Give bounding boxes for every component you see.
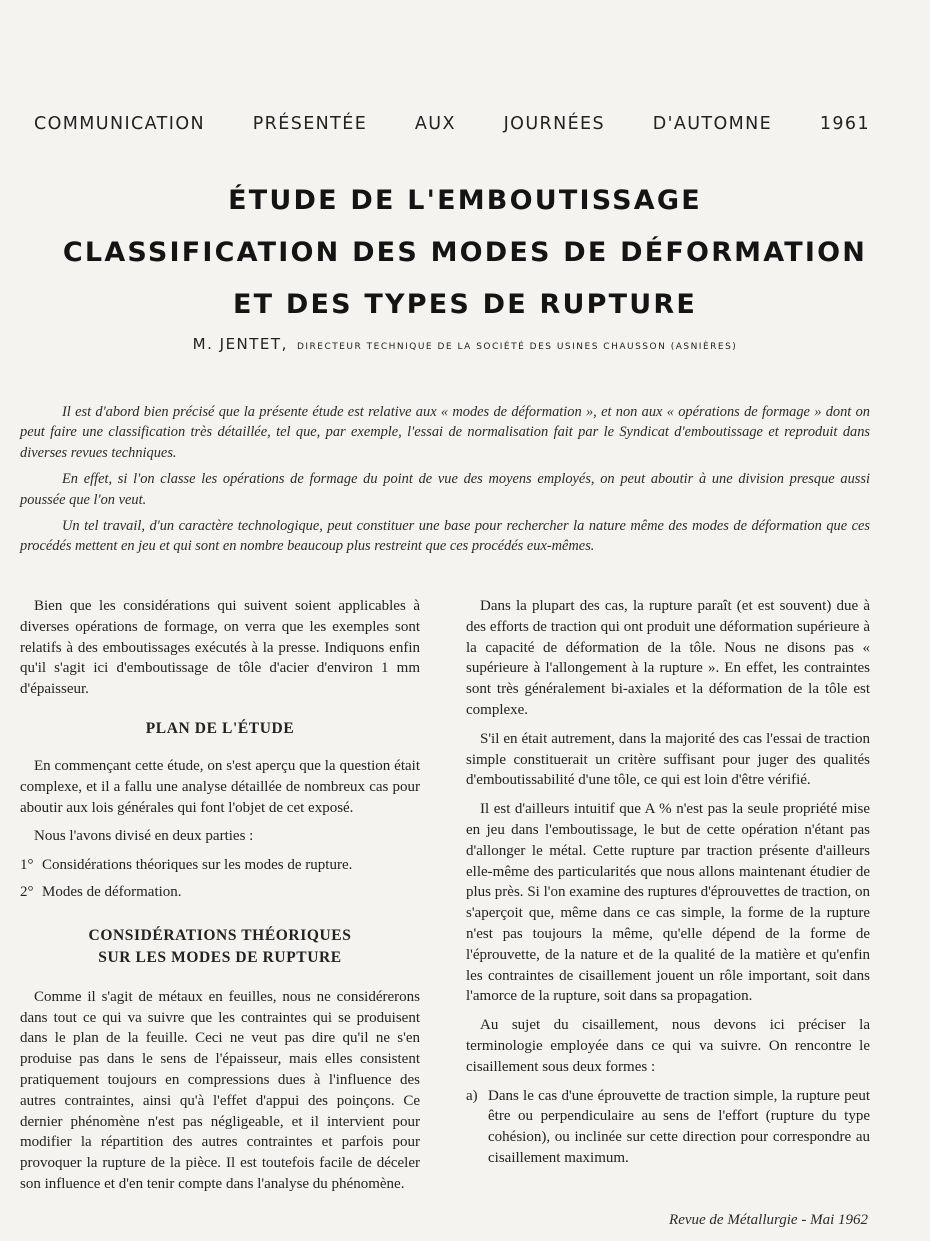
list-marker: a)	[466, 1087, 478, 1104]
header-year: 1961	[819, 114, 870, 134]
list-text: Dans le cas d'une éprouvette de traction simple, la rupture peut être ou perpendiculaire au sens de l'effort (rupture du type cohésion), ou inclinée sur cette direction pour correspondre au cisaillement maximum.	[488, 1087, 870, 1166]
body-paragraph: Au sujet du cisaillement, nous devons ici préciser la terminologie employée dans ce qui va suivre. On rencontre le cisaillement sous deux formes :	[466, 1017, 870, 1075]
author-byline	[0, 334, 930, 353]
list-text: Considérations théoriques sur les modes de rupture.	[42, 857, 353, 874]
abstract-paragraph: En effet, si l'on classe les opérations de formage du point de vue des moyens employés, on peut aboutir à une division presque aussi poussée que l'on veut.	[20, 471, 870, 508]
abstract-paragraph: Il est d'abord bien précisé que la présente étude est relative aux « modes de déformation », et non aux « opérations de formage » dont on peut faire une classification très détaillée, tel que, par exemple, l'essai de normalisation fait par le Syndicat d'emboutissage et reproduit dans diverses revues techniques.	[20, 404, 870, 461]
header-word: D'AUTOMNE	[652, 114, 773, 134]
author-name: M. JENTET,	[192, 335, 288, 353]
title-line: CLASSIFICATION DES MODES DE DÉFORMATION	[62, 237, 868, 268]
journal-footer: Revue de Métallurgie - Mai 1962	[669, 1212, 868, 1228]
abstract	[20, 402, 870, 563]
body-paragraph: S'il en était autrement, dans la majorité des cas l'essai de traction simple constituerait un critère suffisant pour juger des qualités d'emboutissabilité d'une tôle, ce qui est loin d'être vérifié.	[466, 730, 870, 789]
header-word: COMMUNICATION	[34, 114, 206, 134]
left-column	[20, 596, 420, 1203]
intro-paragraph: Bien que les considérations qui suivent soient applicables à diverses opérations de formage, on verra que les exemples sont relatifs à des emboutissages exécutés à la presse. Indiquons enfin qu'il s'agit ici d'emboutissage de tôle d'acier d'environ 1 mm d'épaisseur.	[20, 598, 420, 698]
list-item-part-2	[20, 882, 420, 903]
list-item-a	[466, 1086, 870, 1169]
list-marker: 2°	[20, 883, 34, 900]
abstract-paragraph: Un tel travail, d'un caractère technologique, peut constituer une base pour rechercher la nature même des modes de déformation que ces procédés mettent en jeu et qui sont en nombre beaucoup plus restreint que ces procédés eux-mêmes.	[20, 518, 870, 555]
conference-header	[34, 114, 870, 134]
header-word: PRÉSENTÉE	[252, 114, 368, 134]
heading-line: SUR LES MODES DE RUPTURE	[98, 948, 342, 966]
plan-paragraph: En commençant cette étude, on s'est aperçu que la question était complexe, et il a fallu une analyse détaillée de nombreux cas pour aboutir aux lois générales qui font l'objet de cet exposé.	[20, 757, 420, 816]
author-affiliation: DIRECTEUR TECHNIQUE DE LA SOCIÉTÉ DES USINES CHAUSSON (ASNIÈRES)	[296, 342, 738, 352]
list-item-part-1	[20, 855, 420, 876]
paper-title	[30, 180, 900, 336]
header-word: JOURNÉES	[503, 114, 606, 134]
body-paragraph: Il est d'ailleurs intuitif que A % n'est pas la seule propriété mise en jeu dans l'emboutissage, le but de cette opération n'étant pas d'allonger le métal. Cette rupture par traction présente d'ailleurs elle-même des particularités que nous allons maintenant étudier de plus près. Si l'on examine des ruptures d'éprouvettes de traction, on s'aperçoit que, même dans ce cas simple, la forme de la rupture n'est pas toujours la même, qu'elle dépend de la forme de l'éprouvette, de la nature et de la qualité de la matière et qu'enfin les contraintes de cisaillement jouent un rôle important, soit dans l'amorce de la rupture, soit dans sa propagation.	[466, 801, 870, 1005]
theory-paragraph: Comme il s'agit de métaux en feuilles, nous ne considérerons dans tout ce qui va suivre que les contraintes qui se produisent dans le plan de la feuille. Ceci ne veut pas dire qu'il ne s'en produise pas dans le sens de l'épaisseur, mais elles consistent pratiquement toujours en compressions dues à l'influence des autres contraintes, ainsi qu'à l'effet d'appui des poinçons. Ce dernier phénomène n'est pas négligeable, et il intervient pour modifier la répartition des autres contraintes et parfois pour provoquer la rupture de la pièce. Il est toutefois facile de déceler son influence et d'en tenir compte dans l'analyse du phénomène.	[20, 988, 420, 1192]
list-text: Modes de déformation.	[42, 883, 182, 900]
plan-paragraph: Nous l'avons divisé en deux parties :	[34, 828, 254, 845]
body-paragraph: Dans la plupart des cas, la rupture paraît (et est souvent) due à des efforts de traction qui ont produit une déformation supérieure à la capacité de déformation de la tôle. Nous ne disons pas « supérieure à l'allongement à la rupture ». En effet, les contraintes sont très généralement bi-axiales et la déformation de la tôle est complexe.	[466, 598, 870, 718]
header-word: AUX	[414, 114, 456, 134]
section-heading-plan: PLAN DE L'ÉTUDE	[145, 719, 295, 737]
title-line: ET DES TYPES DE RUPTURE	[233, 289, 697, 320]
section-heading-theory	[20, 925, 420, 969]
list-marker: 1°	[20, 857, 34, 874]
title-line: ÉTUDE DE L'EMBOUTISSAGE	[228, 185, 702, 216]
heading-line: CONSIDÉRATIONS THÉORIQUES	[88, 926, 352, 944]
right-column	[466, 596, 870, 1175]
